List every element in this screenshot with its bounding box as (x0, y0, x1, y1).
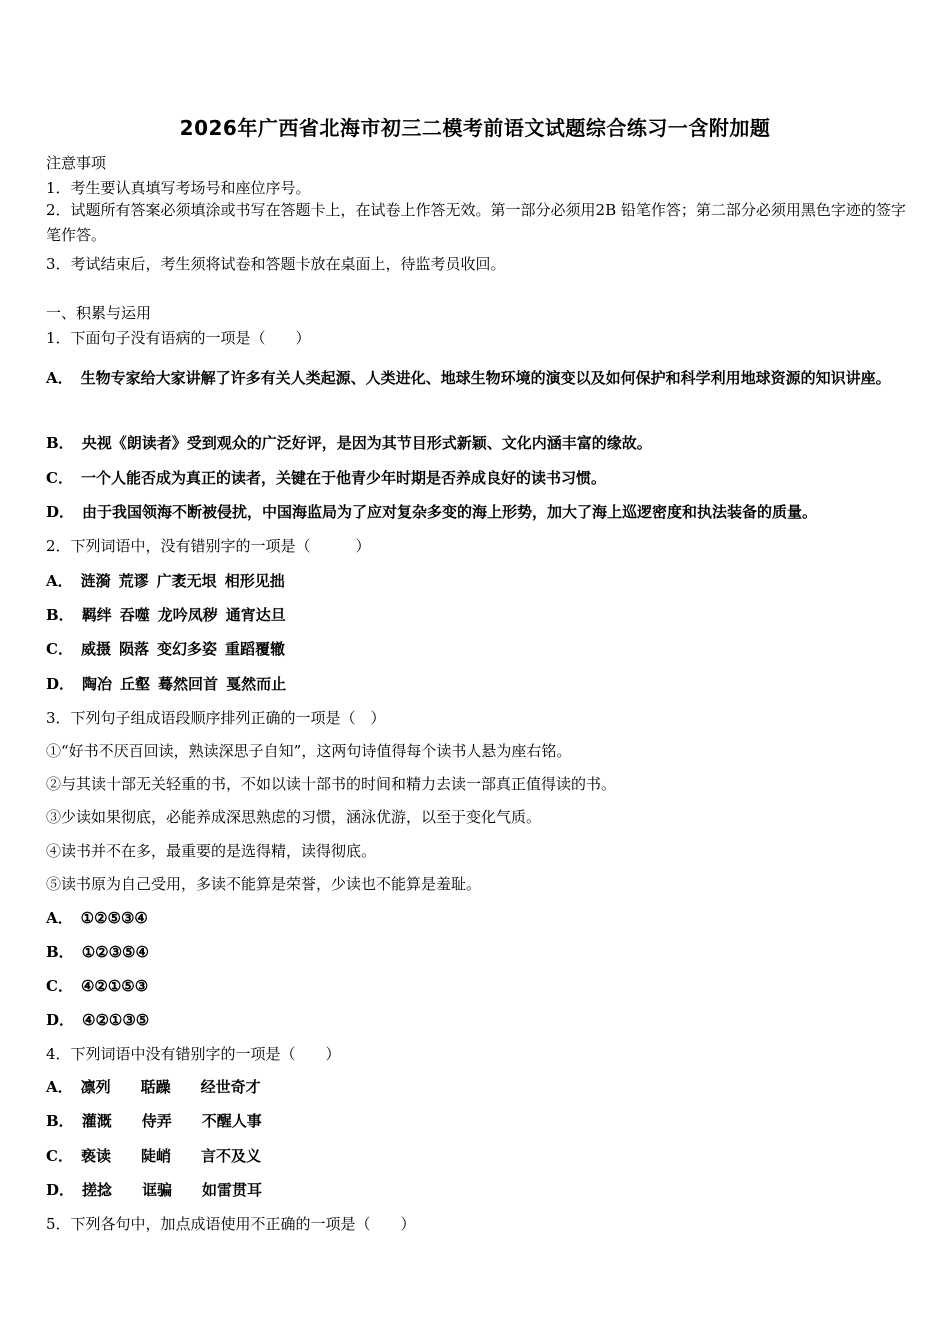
q4-option-c (46, 1145, 261, 1166)
option-text: 一个人能否成为真正的读者，关键在于他青少年时期是否养成良好的读书习惯。 (80, 469, 606, 487)
option-text: ①②⑤③④ (80, 909, 148, 927)
option-letter: B． (46, 1112, 74, 1130)
word: 如雷贯耳 (202, 1181, 263, 1199)
word: 龙吟凤秽 (157, 606, 218, 624)
q3-option-c (46, 975, 148, 996)
q2-option-c (46, 638, 285, 659)
word: 陨落 (118, 640, 149, 658)
word: 亵读 (80, 1147, 111, 1165)
option-text: ④②①③⑤ (82, 1011, 150, 1029)
word: 不醒人事 (201, 1112, 262, 1130)
q1-option-b (46, 432, 652, 453)
word: 羁绊 (81, 606, 112, 624)
notice-item-3: 3．考试结束后，考生须将试卷和答题卡放在桌面上，待监考员收回。 (46, 255, 506, 273)
option-letter: A． (46, 572, 73, 590)
notice-heading: 注意事项 (46, 154, 107, 172)
word: 陡峭 (140, 1147, 171, 1165)
q4-stem: 4．下列词语中没有错别字的一项是（ ） (46, 1045, 341, 1063)
option-letter: C． (46, 640, 73, 658)
q1-option-c (46, 467, 606, 488)
section-heading: 一、积累与运用 (46, 304, 152, 322)
q1-stem: 1．下面句子没有语病的一项是（ ） (46, 329, 311, 347)
option-letter: B． (46, 943, 74, 961)
option-letter: D． (46, 503, 75, 521)
q3-stem: 3．下列句子组成语段顺序排列正确的一项是（ ） (46, 709, 386, 727)
word: 相形见拙 (224, 572, 285, 590)
word: 侍弄 (141, 1112, 172, 1130)
option-text: 生物专家给大家讲解了许多有关人类起源、人类进化、地球生物环境的演变以及如何保护和科学利用地球资源的知识讲座。 (80, 369, 891, 387)
q2-option-d (46, 673, 286, 694)
word: 经世奇才 (200, 1078, 261, 1096)
option-letter: A． (46, 909, 73, 927)
option-letter: C． (46, 469, 73, 487)
option-text: 央视《朗读者》受到观众的广泛好评，是因为其节目形式新颖、文化内涵丰富的缘故。 (81, 434, 652, 452)
q5-stem: 5．下列各句中，加点成语使用不正确的一项是（ ） (46, 1215, 416, 1233)
option-text: ④②①⑤③ (80, 977, 149, 995)
word: 荒谬 (118, 572, 149, 590)
word: 诓骗 (142, 1181, 173, 1199)
word: 广袤无垠 (156, 572, 217, 590)
word: 重蹈覆辙 (225, 640, 286, 658)
q3-sentence-1: ①“好书不厌百回读，熟读深思子自知”，这两句诗值得每个读书人悬为座右铭。 (46, 742, 572, 760)
word: 丘壑 (120, 675, 151, 693)
q3-sentence-3: ③少读如果彻底，必能养成深思熟虑的习惯，涵泳优游，以至于变化气质。 (46, 808, 542, 826)
notice-item-1: 1．考生要认真填写考场号和座位序号。 (46, 179, 311, 197)
option-letter: C． (46, 977, 73, 995)
q2-option-b (46, 604, 286, 625)
option-letter: D． (46, 1011, 75, 1029)
q2-option-a (46, 570, 285, 591)
word: 言不及义 (200, 1147, 261, 1165)
option-letter: D． (46, 1181, 75, 1199)
word: 搓捻 (82, 1181, 113, 1199)
q3-sentence-4: ④读书并不在多，最重要的是选得精，读得彻底。 (46, 842, 377, 860)
option-letter: A． (46, 1078, 73, 1096)
notice-item-2: 2．试题所有答案必须填涂或书写在答题卡上，在试卷上作答无效。第一部分必须用2B 铅笔作答；第二部分必须用黑色字迹的签字笔作答。 (46, 201, 906, 244)
q4-option-d (46, 1179, 262, 1200)
word: 陶冶 (82, 675, 113, 693)
q3-sentence-2: ②与其读十部无关轻重的书，不如以读十部书的时间和精力去读一部真正值得读的书。 (46, 775, 617, 793)
option-letter: C． (46, 1147, 73, 1165)
option-letter: B． (46, 434, 74, 452)
word: 通宵达旦 (225, 606, 286, 624)
q4-option-a (46, 1076, 261, 1097)
option-letter: D． (46, 675, 75, 693)
word: 戛然而止 (226, 675, 287, 693)
q3-sentence-5: ⑤读书原为自己受用，多读不能算是荣誉，少读也不能算是羞耻。 (46, 875, 482, 893)
q4-option-b (46, 1110, 262, 1131)
q3-option-d (46, 1009, 149, 1030)
word: 变幻多姿 (156, 640, 217, 658)
option-letter: B． (46, 606, 74, 624)
q1-option-a (46, 360, 908, 397)
q2-stem: 2．下列词语中，没有错别字的一项是（ ） (46, 537, 371, 555)
word: 涟漪 (80, 572, 111, 590)
q3-option-b (46, 941, 149, 962)
word: 吞噬 (119, 606, 150, 624)
word: 灌溉 (81, 1112, 112, 1130)
word: 凛列 (80, 1078, 111, 1096)
word: 威摄 (80, 640, 111, 658)
page-title: 2026年广西省北海市初三二模考前语文试题综合练习一含附加题 (179, 116, 771, 140)
word: 蓦然回首 (158, 675, 219, 693)
option-letter: A． (46, 369, 73, 387)
option-text: 由于我国领海不断被侵扰，中国海监局为了应对复杂多变的海上形势，加大了海上巡逻密度和执法装备的质量。 (82, 503, 818, 521)
option-text: ①②③⑤④ (81, 943, 149, 961)
word: 聒躁 (140, 1078, 171, 1096)
q1-option-d (46, 501, 817, 522)
q3-option-a (46, 907, 148, 928)
